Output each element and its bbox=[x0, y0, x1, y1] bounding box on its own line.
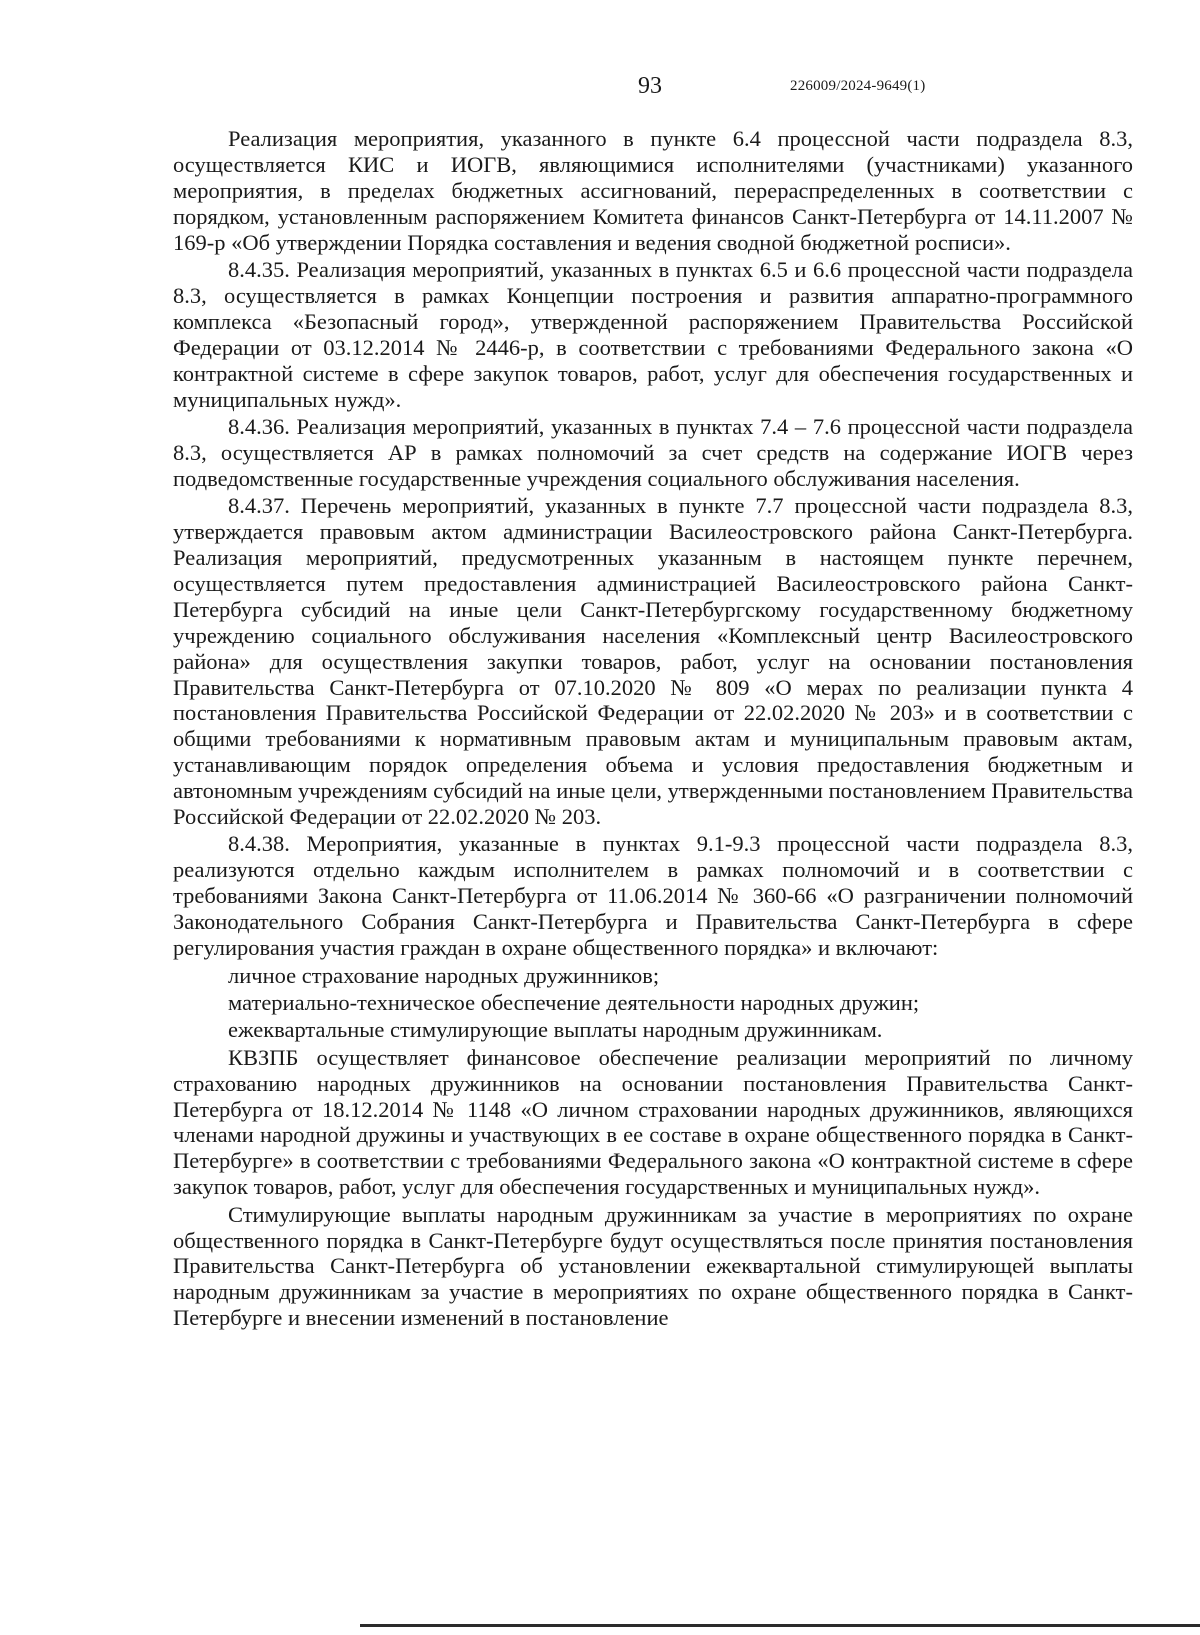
paragraph-8-4-36: 8.4.36. Реализация мероприятий, указанных в пунктах 7.4 – 7.6 процессной части подраздела 8.3, осуществляется АР в рамках полномочий за счет средств на содержание ИОГВ через подведомственные государственные учреждения социального обслуживания населения. bbox=[173, 413, 1133, 491]
document-body bbox=[173, 126, 1133, 1333]
paragraph-8-4-38: 8.4.38. Мероприятия, указанные в пунктах 9.1-9.3 процессной части подраздела 8.3, реализуются отдельно каждым исполнителем в рамках полномочий и в соответствии с требованиями Закона Санкт-Петербурга от 11.06.2014 № 360-66 «О разграничении полномочий Законодательного Собрания Санкт-Петербурга и Правительства Санкт-Петербурга в сфере регулирования участия граждан в охране общественного порядка» и включают: bbox=[173, 831, 1133, 961]
paragraph-8-4-37: 8.4.37. Перечень мероприятий, указанных в пункте 7.7 процессной части подраздела 8.3, утверждается правовым актом администрации Василеостровского района Санкт-Петербурга. Реализация мероприятий, предусмотренных указанным в настоящем пункте перечнем, осуществляется путем предоставления администрацией Василеостровского района Санкт-Петербурга субсидий на иные цели Санкт-Петербургскому государственному бюджетному учреждению социального обслуживания населения «Комплексный центр Василеостровского района» для осуществления закупки товаров, работ, услуг на основании постановления Правительства Санкт-Петербурга от 07.10.2020 № 809 «О мерах по реализации пункта 4 постановления Правительства Российской Федерации от 22.02.2020 № 203» и в соответствии с общими требованиями к нормативным правовым актам и муниципальным правовым актам, устанавливающим порядок определения объема и условия предоставления бюджетным и автономным учреждениям субсидий на иные цели, утвержденными постановлением Правительства Российской Федерации от 22.02.2020 № 203. bbox=[173, 493, 1133, 830]
paragraph-kvzpb: КВЗПБ осуществляет финансовое обеспечение реализации мероприятий по личному страхованию народных дружинников на основании постановления Правительства Санкт-Петербурга от 18.12.2014 № 1148 «О личном страховании народных дружинников, являющихся членами народной дружины и участвующих в ее составе в охране общественного порядка в Санкт-Петербурге» в соответствии с требованиями Федерального закона «О контрактной системе в сфере закупок товаров, работ, услуг для обеспечения государственных и муниципальных нужд». bbox=[173, 1044, 1133, 1200]
list-item: ежеквартальные стимулирующие выплаты народным дружинникам. bbox=[228, 1017, 883, 1043]
scan-bottom-edge bbox=[360, 1624, 1200, 1627]
paragraph-intro: Реализация мероприятия, указанного в пункте 6.4 процессной части подраздела 8.3, осуществляется КИС и ИОГВ, являющимися исполнителями (участниками) указанного мероприятия, в пределах бюджетных ассигнований, перераспределенных в соответствии с порядком, установленным распоряжением Комитета финансов Санкт-Петербурга от 14.11.2007 № 169-р «Об утверждении Порядка составления и ведения сводной бюджетной росписи». bbox=[173, 126, 1133, 255]
list-item: личное страхование народных дружинников; bbox=[228, 962, 660, 988]
paragraph-stimulating-payments: Стимулирующие выплаты народным дружинникам за участие в мероприятиях по охране общественного порядка в Санкт-Петербурге будут осуществляться после принятия постановления Правительства Санкт-Петербурга об установлении ежеквартальной стимулирующей выплаты народным дружинникам за участие в мероприятиях по охране общественного порядка в Санкт-Петербурге и внесении изменений в постановление bbox=[173, 1201, 1133, 1331]
page-number: 93 bbox=[638, 73, 662, 99]
list-item: материально-техническое обеспечение деятельности народных дружин; bbox=[228, 989, 920, 1015]
paragraph-8-4-35: 8.4.35. Реализация мероприятий, указанных в пунктах 6.5 и 6.6 процессной части подраздела 8.3, осуществляется в рамках Концепции построения и развития аппаратно-программного комплекса «Безопасный город», утвержденной распоряжением Правительства Российской Федерации от 03.12.2014 № 2446-р, в соответствии с требованиями Федерального закона «О контрактной системе в сфере закупок товаров, работ, услуг для обеспечения государственных и муниципальных нужд». bbox=[173, 257, 1133, 412]
document-number: 226009/2024-9649(1) bbox=[790, 78, 926, 94]
